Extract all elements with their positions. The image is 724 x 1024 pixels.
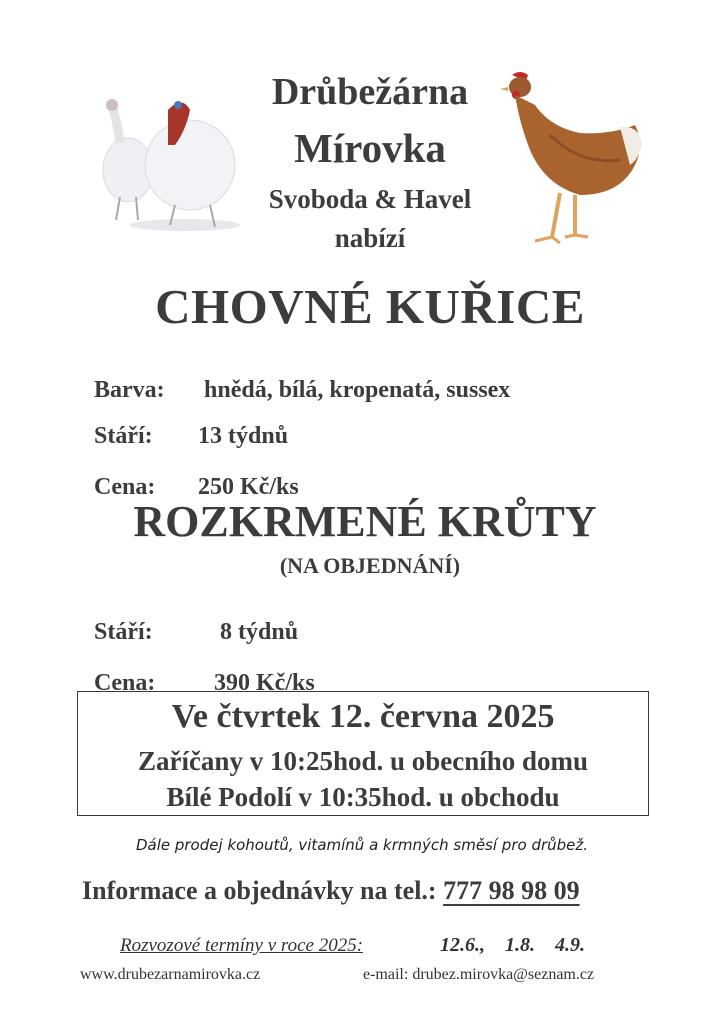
row-label: Cena: xyxy=(94,670,156,696)
row-label: Cena: xyxy=(94,474,156,500)
business-name-line1: Drůbežárna xyxy=(271,71,469,113)
schedule-stop-1: Zaříčany v 10:25hod. u obecního domu xyxy=(137,746,589,776)
delivery-date-3: 4.9. xyxy=(555,934,585,956)
delivery-date-2: 1.8. xyxy=(505,934,535,956)
turkeys-title: ROZKRMENÉ KRŮTY xyxy=(133,497,597,546)
turkeys-price-row xyxy=(82,643,315,697)
pullets-age-row xyxy=(82,396,288,450)
offers-label: nabízí xyxy=(334,223,406,253)
delivery-dates xyxy=(440,934,585,957)
schedule-stop-2: Bílé Podolí v 10:35hod. u obchodu xyxy=(166,782,560,812)
row-value: hnědá, bílá, kropenatá, sussex xyxy=(204,377,511,403)
row-label: Stáří: xyxy=(94,619,153,645)
hen-illustration xyxy=(490,65,650,255)
row-value: 390 Kč/ks xyxy=(214,670,315,696)
delivery-date-1: 12.6., xyxy=(440,934,485,956)
turkeys-age-row xyxy=(82,592,298,646)
website-link[interactable]: www.drubezarnamirovka.cz xyxy=(80,966,261,983)
contact-label: Informace a objednávky na tel.: xyxy=(82,876,444,905)
schedule-date: Ve čtvrtek 12. června 2025 xyxy=(171,698,555,735)
turkeys-illustration xyxy=(90,85,240,235)
row-label: Barva: xyxy=(94,377,165,403)
row-value: 8 týdnů xyxy=(220,619,299,645)
email-link[interactable]: e-mail: drubez.mirovka@seznam.cz xyxy=(363,966,595,983)
phone-number[interactable]: 777 98 98 09 xyxy=(443,876,580,905)
row-value: 13 týdnů xyxy=(198,423,289,449)
row-value: 250 Kč/ks xyxy=(198,474,299,500)
pullets-title: CHOVNÉ KUŘICE xyxy=(155,279,585,334)
contact-line xyxy=(82,876,580,906)
owners: Svoboda & Havel xyxy=(268,184,472,214)
pullets-price-row xyxy=(82,447,299,501)
additional-products-note: Dále prodej kohoutů, vitamínů a krmných směsí pro drůbež. xyxy=(135,836,589,854)
row-label: Stáří: xyxy=(94,423,153,449)
business-name-line2: Mírovka xyxy=(294,125,446,171)
turkeys-subtitle: (NA OBJEDNÁNÍ) xyxy=(279,553,461,578)
delivery-dates-label: Rozvozové termíny v roce 2025: xyxy=(120,935,364,956)
